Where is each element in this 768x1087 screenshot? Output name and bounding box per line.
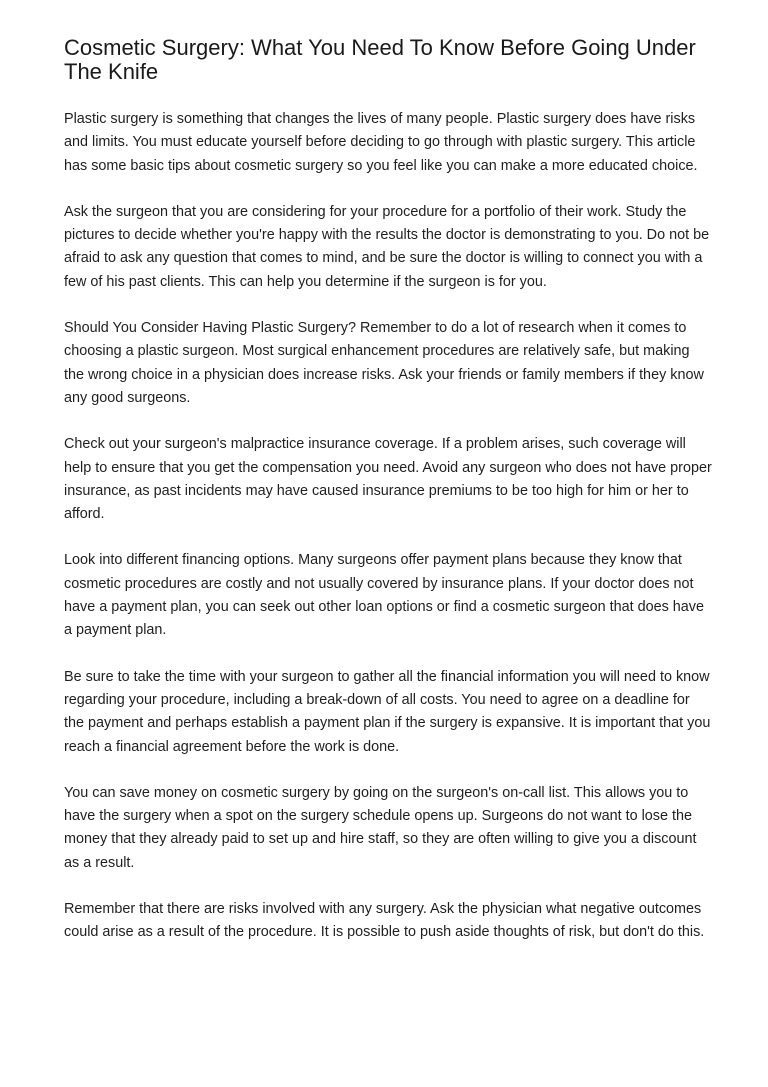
paragraph-3: Should You Consider Having Plastic Surgery? Remember to do a lot of research when it comes to choosing a plastic surgeon. Most surgical enhancement procedures are relatively safe, but making the wrong choice in a physician does increase risks. Ask your friends or family members if they know any good surgeons. bbox=[64, 320, 704, 406]
paragraph-4: Check out your surgeon's malpractice insurance coverage. If a problem arises, such coverage will help to ensure that you get the compensation you need. Avoid any surgeon who does not have proper insurance, as past incidents may have caused insurance premiums to be too high for him or her to afford. bbox=[64, 436, 712, 523]
page-title: Cosmetic Surgery: What You Need To Know Before Going Under The Knife bbox=[64, 35, 696, 84]
paragraph-7: You can save money on cosmetic surgery by going on the surgeon's on-call list. This allows you to have the surgery when a spot on the surgery schedule opens up. Surgeons do not want to lose the money that they already paid to set up and hire staff, so they are often willing to give you a discount as a result. bbox=[64, 784, 697, 871]
paragraph-2: Ask the surgeon that you are considering for your procedure for a portfolio of their work. Study the pictures to decide whether you're happy with the results the doctor is demonstrating to you. Do not be afraid to ask any question that comes to mind, and be sure the doctor is willing to connect you with a few of his past clients. This can help you determine if the surgeon is for you. bbox=[64, 203, 710, 290]
article-body bbox=[64, 108, 712, 968]
paragraph-5: Look into different financing options. Many surgeons offer payment plans because they know that cosmetic procedures are costly and not usually covered by insurance plans. If your doctor does not have a payment plan, you can seek out other loan options or find a cosmetic surgeon that does have a payment plan. bbox=[64, 552, 704, 639]
paragraph-1: Plastic surgery is something that changes the lives of many people. Plastic surgery does have risks and limits. You must educate yourself before deciding to go through with plastic surgery. This article has some basic tips about cosmetic surgery so you feel like you can make a more educated choice. bbox=[64, 111, 698, 174]
paragraph-6: Be sure to take the time with your surgeon to gather all the financial information you will need to know regarding your procedure, including a break-down of all costs. You need to agree on a deadline for the payment and perhaps establish a payment plan if the surgery is expansive. It is important that you reach a financial agreement before the work is done. bbox=[64, 668, 711, 755]
paragraph-8: Remember that there are risks involved with any surgery. Ask the physician what negative outcomes could arise as a result of the procedure. It is possible to push aside thoughts of risk, but don't do this. bbox=[64, 901, 705, 941]
